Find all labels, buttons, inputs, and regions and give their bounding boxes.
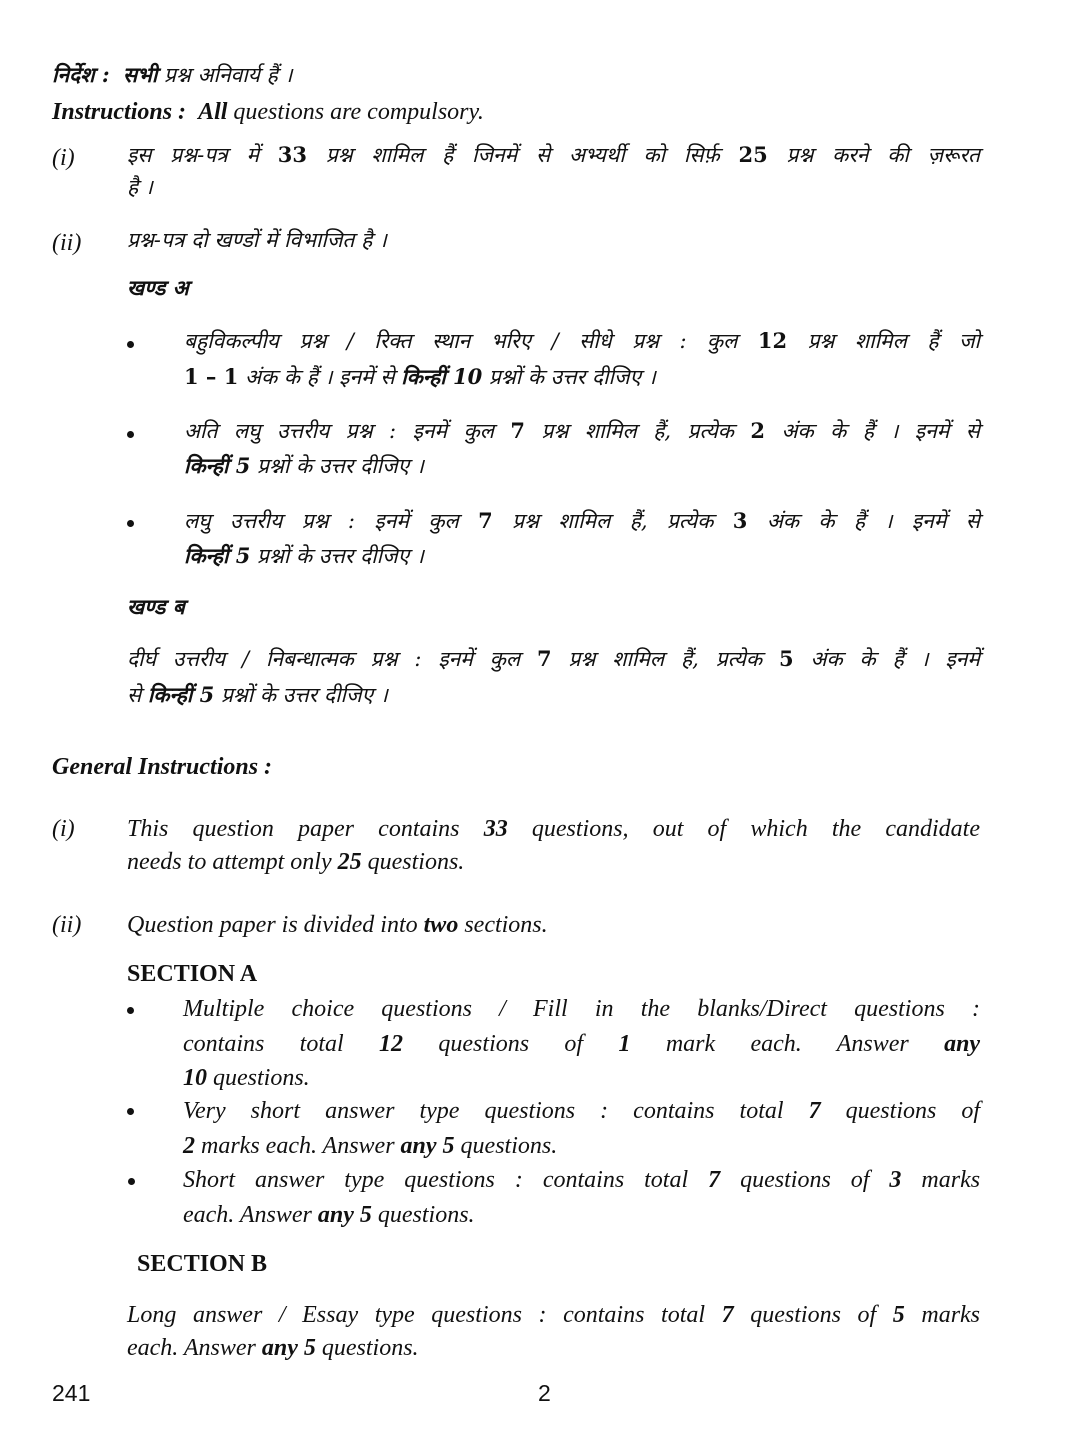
hindi-section-a-title: खण्ड अ [127, 275, 189, 300]
hindi-section-a-bullet-2-line-2: किन्हीं 5 प्रश्नों के उत्तर दीजिए । [184, 453, 424, 478]
hindi-section-a-bullet-1-line-1: बहुविकल्पीय प्रश्न / रिक्त स्थान भरिए / सीधे प्रश्न : कुल 12 प्रश्न शामिल हैं जो [184, 328, 980, 353]
section-a-bullet-1-line-3: 10 questions. [183, 1065, 310, 1091]
hindi-heading: निर्देश : सभी प्रश्न अनिवार्य हैं । [52, 62, 293, 87]
hindi-section-a-bullet-3-line-1: लघु उत्तरीय प्रश्न : इनमें कुल 7 प्रश्न शामिल हैं, प्रत्येक 3 अंक के हैं । इनमें से [184, 508, 980, 533]
hindi-section-a-bullet-2-line-1: अति लघु उत्तरीय प्रश्न : इनमें कुल 7 प्रश्न शामिल हैं, प्रत्येक 2 अंक के हैं । इनमें से [184, 418, 980, 443]
section-a-bullet-2-line-1: Very short answer type questions : contains total 7 questions of [183, 1098, 981, 1124]
hindi-item-1-line-2: है । [127, 175, 153, 199]
general-instructions-title: General Instructions : [52, 754, 273, 780]
bullet [127, 431, 134, 438]
bullet [127, 341, 134, 348]
bullet [127, 1007, 134, 1014]
hindi-item-2-text: प्रश्न-पत्र दो खण्डों में विभाजित है । [127, 228, 387, 252]
hindi-item-1-line-1: इस प्रश्न-पत्र में 33 प्रश्न शामिल हैं जिनमें से अभ्यर्थी को सिर्फ़ 25 प्रश्न करने की ज़रूरत [127, 142, 981, 167]
hindi-item-2-number: (ii) [52, 230, 82, 256]
hindi-section-b-title: खण्ड ब [127, 594, 185, 619]
page-number: 2 [538, 1380, 551, 1406]
english-item-2-text: Question paper is divided into two sections. [127, 912, 548, 938]
section-a-title: SECTION A [127, 961, 258, 987]
english-item-2-number: (ii) [52, 912, 82, 938]
bullet [128, 1178, 135, 1185]
section-a-bullet-3-line-2: each. Answer any 5 questions. [183, 1202, 475, 1228]
english-instructions: Instructions : All questions are compulsory. [52, 99, 484, 125]
bullet [127, 1108, 134, 1115]
paper-code: 241 [52, 1380, 91, 1406]
english-item-1-line-1: This question paper contains 33 questions, out of which the candidate [127, 816, 980, 842]
section-b-title: SECTION B [137, 1251, 268, 1277]
hindi-section-b-line-2: से किन्हीं 5 प्रश्नों के उत्तर दीजिए । [127, 682, 388, 707]
bullet [127, 520, 134, 527]
english-item-1-number: (i) [52, 816, 75, 842]
hindi-section-b-line-1: दीर्घ उत्तरीय / निबन्धात्मक प्रश्न : इनमें कुल 7 प्रश्न शामिल हैं, प्रत्येक 5 अंक के हैं । इनमें [127, 646, 980, 671]
section-b-line-1: Long answer / Essay type questions : contains total 7 questions of 5 marks [127, 1302, 981, 1328]
section-b-line-2: each. Answer any 5 questions. [127, 1335, 419, 1361]
section-a-bullet-3-line-1: Short answer type questions : contains total 7 questions of 3 marks [183, 1167, 981, 1193]
hindi-item-1-number: (i) [52, 145, 75, 171]
section-a-bullet-1-line-1: Multiple choice questions / Fill in the blanks/Direct questions : [183, 996, 980, 1022]
section-a-bullet-1-line-2: contains total 12 questions of 1 mark each. Answer any [183, 1031, 981, 1057]
hindi-section-a-bullet-3-line-2: किन्हीं 5 प्रश्नों के उत्तर दीजिए । [184, 543, 424, 568]
hindi-section-a-bullet-1-line-2: 1 – 1 अंक के हैं । इनमें से किन्हीं 10 प्रश्नों के उत्तर दीजिए । [184, 364, 656, 389]
english-item-1-line-2: needs to attempt only 25 questions. [127, 849, 465, 875]
section-a-bullet-2-line-2: 2 marks each. Answer any 5 questions. [183, 1133, 558, 1159]
